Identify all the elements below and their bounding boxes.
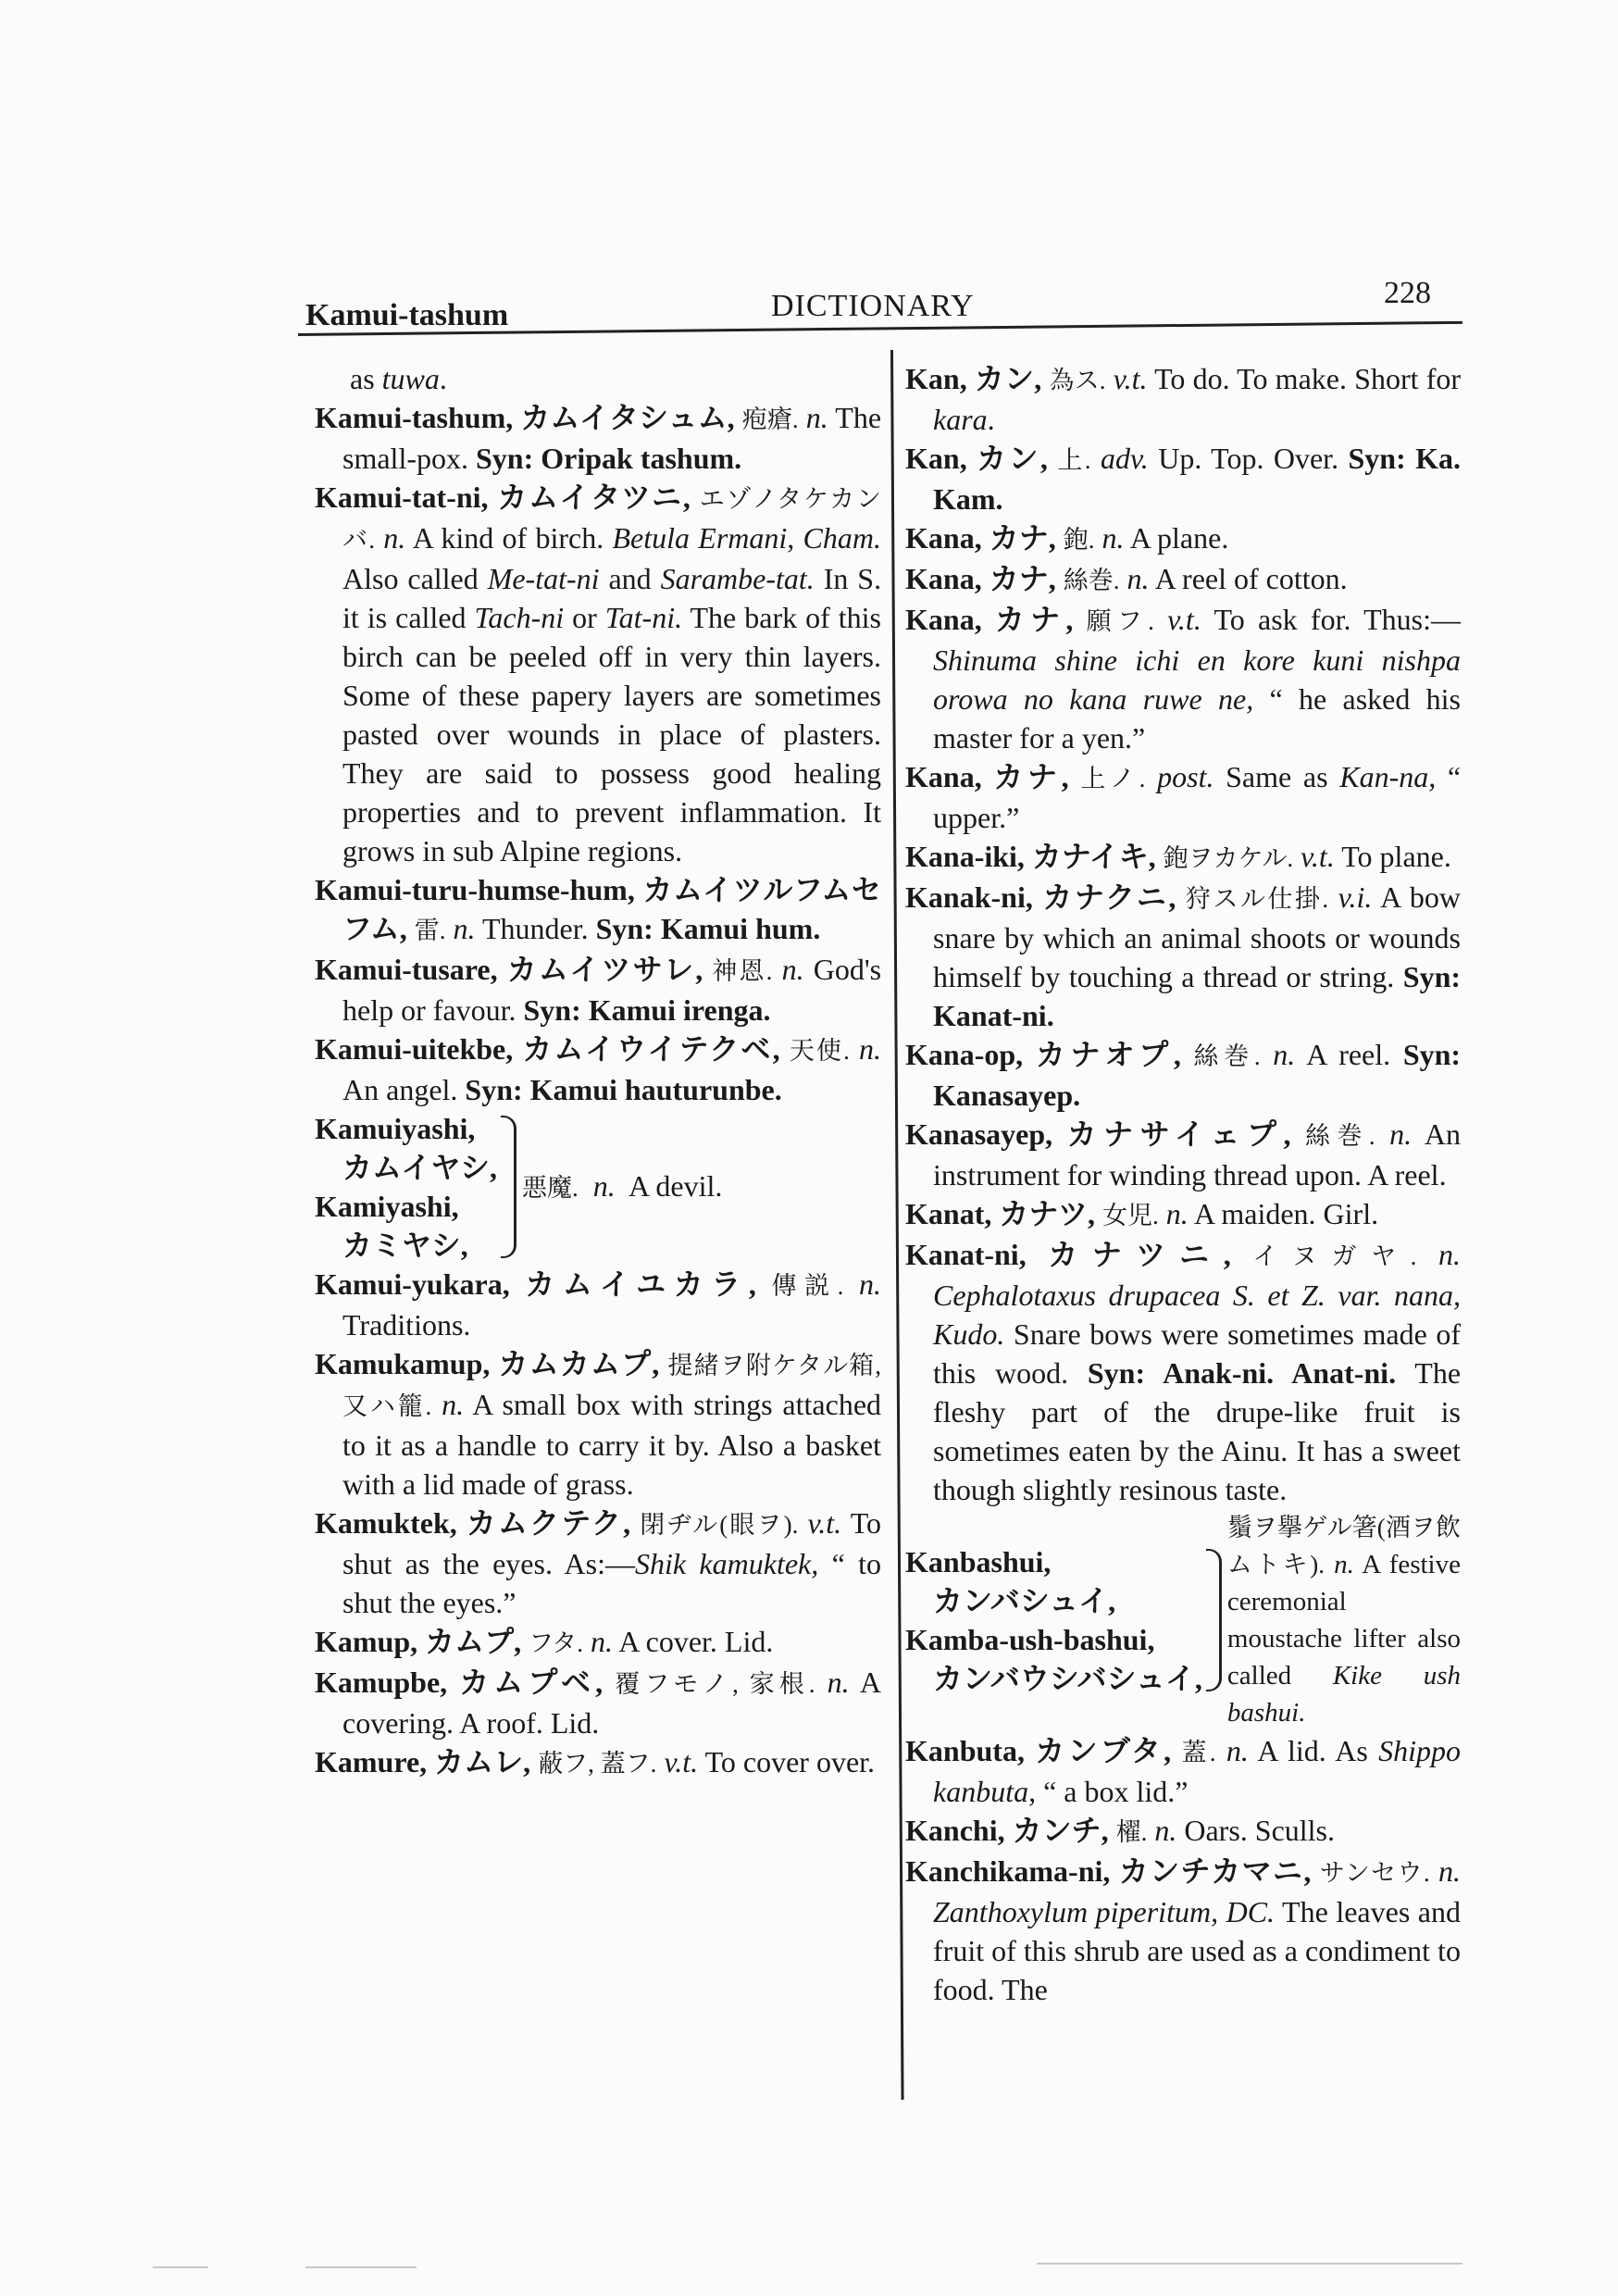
entry-kana-upper: Kana, カナ, 上ノ. post. Same as Kan-na, “ upper.” [905,760,1462,834]
example: Shinuma shine ichi en kore kuni nishpa orowa no kana ruwe ne, [933,643,1461,716]
katakana: カナ, [989,521,1056,555]
part-of-speech: n. [442,1388,465,1421]
entry-kamui-tusare [315,950,881,1029]
part-of-speech: n. [781,953,804,986]
japanese-gloss: 狩スル仕掛. [1185,885,1329,913]
katakana: カムイヤシ, [342,1151,498,1184]
katakana: カナクニ, [1042,880,1176,914]
headword: Kamba-ush-bashui, [905,1623,1155,1656]
katakana: カムイツルフムセフム, [342,873,882,945]
scan-mark [1037,2263,1462,2265]
definition: Traditions. [342,1308,471,1341]
headword: Kanchi, [905,1814,1005,1847]
entry-kanasayep [905,1115,1461,1194]
katakana: カムイタシュム, [520,401,735,434]
katakana: カンブタ, [1035,1734,1172,1767]
headword: Kana, [905,603,982,636]
part-of-speech: v.t. [1301,840,1335,873]
part-of-speech: n. [1126,562,1150,595]
headword: Kanbuta, [905,1734,1025,1767]
definition: To ask for. Thus:— [1214,603,1461,636]
japanese-gloss: 女児. [1102,1202,1159,1229]
katakana: カナツ, [999,1197,1096,1230]
entry-kana-reel [905,559,1461,600]
definition: A plane. [1129,521,1229,555]
japanese-gloss: 絲巻. [1304,1122,1375,1150]
right-column [905,359,1461,2009]
japanese-gloss: 閉ヂル(眼ヲ). [640,1511,799,1539]
definition: The leaves and fruit of this shrub are used as a condiment to food. The [933,1895,1462,2006]
japanese-gloss: 上ノ. [1080,765,1146,792]
group-definition: 悪魔. n. A devil. [522,1169,723,1203]
headword: Kana, [905,760,982,793]
japanese-gloss: 疱瘡. [741,406,799,433]
entry-kamure [315,1742,881,1783]
entry-kamui-uitekbe [315,1029,881,1109]
katakana: カンチカマニ, [1118,1854,1312,1888]
headword: Kamui-tashum, [315,401,514,434]
part-of-speech: n. [859,1032,882,1066]
headword: Kanchikama-ni, [905,1854,1111,1888]
example-gloss: “ a box lid.” [1043,1775,1189,1808]
japanese-gloss: 蔽フ, 蓋フ. [538,1750,657,1778]
japanese-gloss: 蓋. [1181,1739,1216,1766]
definition: God's help or favour. [342,953,882,1027]
japanese-gloss: 願フ. [1086,607,1154,635]
headword: Kana-op, [905,1038,1024,1071]
japanese-gloss: 櫂. [1115,1818,1148,1846]
headword: Kamuiyashi, [315,1112,476,1145]
entry-kan-do: Kan, カン, 為ス. v.t. To do. To make. Short for kara. [905,362,1462,436]
headword: Kanbashui, [905,1545,1052,1578]
grouped-headwords [905,1542,1202,1698]
headword: Kamup, [315,1625,418,1658]
synonym: Syn: Ka. Kam. [933,442,1462,516]
synonym: Syn: Kamui hauturunbe. [465,1073,782,1106]
japanese-gloss: 覆フモノ, 家根. [615,1670,815,1698]
entry-kanak-ni [905,878,1461,1035]
latin-name: Zanthoxylum piperitum, DC. [933,1895,1276,1928]
synonym: Syn: Kamui irenga. [523,993,771,1027]
entry-kamupbe [315,1663,881,1742]
katakana: カムプ, [425,1625,522,1658]
entry-kamui-tat-ni: Kamui-tat-ni, カムイタツニ, エゾノタケカンバ. n. A kind of birch. Betula Ermani, Cham. Also called Me-tat-ni and Sarambe-tat. In S. it is called Tach-ni or Tat-ni. The bark of this birch can be peeled off in very thin layers. Some of these papery layers are sometimes pasted over wounds in place of plasters. They are said to possess good healing properties and to prevent inflammation. It grows in sub Alpine regions. [315,480,882,867]
example-gloss: “ to shut the eyes.” [342,1547,882,1619]
part-of-speech: v.t. [664,1745,699,1778]
entry-group-kamuiyashi [315,1109,881,1265]
definition: An angel. [342,1073,458,1106]
definition: To do. To make. Short for [1154,362,1462,395]
grouped-headwords [315,1109,497,1265]
synonym: Syn: Kanat-ni. [933,960,1462,1032]
japanese-gloss: イヌガヤ. [1252,1242,1417,1270]
part-of-speech: n. [805,401,828,434]
headword: Kamiyashi, [315,1190,459,1223]
katakana: カムレ, [434,1745,531,1778]
headword: Kamui-yukara, [315,1267,510,1301]
definition: A cover. Lid. [618,1625,774,1658]
part-of-speech: v.t. [1113,362,1148,395]
column-divider [890,350,904,2100]
definition: The small-pox. [342,401,882,475]
headword: Kana, [905,562,982,595]
part-of-speech: n. [383,521,406,555]
group-definition: 鬚ヲ擧ゲル箸(酒ヲ飲ムトキ). n. A festive ceremonial moustache lifter also called Kike ush bashui. [1226,1514,1461,1728]
katakana: カンバシュイ, [933,1584,1116,1617]
headword: Kanak-ni, [905,880,1033,914]
headword: Kamui-tusare, [315,953,498,986]
katakana: カムイウイテクベ, [522,1032,780,1066]
part-of-speech: n. [1438,1238,1462,1271]
synonym: Syn: Kanasayep. [933,1038,1462,1112]
part-of-speech: v.t. [807,1506,842,1540]
katakana: カムイタツニ, [497,480,691,514]
katakana: カナオプ, [1035,1038,1181,1071]
katakana: カナ, [989,562,1056,595]
japanese-gloss: 絲巻. [1193,1042,1261,1070]
entry-kana-op [905,1035,1461,1115]
part-of-speech: n. [1101,521,1125,555]
definition: Up. Top. Over. [1158,442,1339,475]
japanese-gloss: 提緒ヲ附ケタル箱, 又ハ籠. [342,1352,882,1420]
definition: A bow snare by which an animal shoots or wounds himself by touching a thread or string. [933,880,1462,993]
running-head-left: Kamui-tashum [305,298,509,332]
part-of-speech: post. [1157,760,1214,793]
definition: A reel. [1306,1038,1391,1071]
katakana: カンバウシバシュイ, [933,1662,1202,1695]
entry-kamui-turu-humse-hum [315,870,881,950]
katakana: カナイキ, [1031,840,1156,873]
japanese-gloss: 鉋. [1063,526,1095,554]
katakana: カナ, [993,760,1069,793]
entry-kamui-tashum [315,398,881,478]
katakana: カムカムプ, [498,1347,660,1380]
latin-name: Cephalotaxus drupacea S. et Z. var. nana, Kudo. [933,1279,1461,1351]
japanese-gloss: 鉋ヲカケル. [1163,844,1294,872]
definition: A covering. A roof. Lid. [342,1666,882,1740]
headword: Kana, [905,521,982,555]
definition: Snare bows were sometimes made of this wood. [933,1317,1462,1390]
headword: Kanasayep, [905,1117,1053,1151]
definition: To shut as the eyes. As:— [342,1506,881,1580]
japanese-gloss: 為ス. [1049,367,1106,394]
scan-mark [153,2266,208,2268]
synonym: Syn: Kamui hum. [595,912,821,945]
japanese-gloss: 天使. [789,1037,850,1065]
entry-kamuktek [315,1504,881,1622]
synonym: Syn: Oripak tashum. [475,442,742,475]
entry-kana-iki [905,837,1461,878]
part-of-speech: n. [591,1625,614,1658]
entry-kan-up [905,439,1461,518]
definition: Oars. Sculls. [1184,1814,1335,1847]
entry-kamup [315,1622,881,1663]
katakana: カムイツサレ, [506,953,703,986]
definition: An instrument for winding thread upon. A reel. [933,1117,1461,1192]
definition: Thunder. [481,912,589,945]
headword: Kamuktek, [315,1506,457,1540]
part-of-speech: n. [1389,1117,1413,1151]
scan-mark [305,2266,417,2268]
definition: A kind of birch. [412,521,604,555]
katakana: カムクテク, [466,1506,631,1540]
definition: A reel of cotton. [1154,562,1348,595]
part-of-speech: n. [827,1666,850,1699]
part-of-speech: n. [1226,1734,1249,1767]
brace [501,1116,517,1258]
definition: A maiden. Girl. [1194,1197,1379,1230]
definition: Same as [1226,760,1328,793]
page-number: 228 [1384,276,1431,310]
entry-group-kanbashui [905,1509,1461,1731]
headword: Kanat-ni, [905,1238,1027,1271]
katakana: カナサイェプ, [1066,1117,1291,1151]
definition: To cover over. [704,1745,876,1778]
running-head-center: DICTIONARY [771,289,975,323]
part-of-speech: v.i. [1338,880,1373,914]
japanese-gloss: 上. [1057,446,1091,474]
brace [1206,1549,1222,1691]
headword: Kan, [905,362,967,395]
part-of-speech: n. [1165,1197,1189,1230]
katakana: カミヤシ, [342,1229,468,1262]
katakana: カン, [974,362,1042,395]
entry-kanchi [905,1811,1461,1852]
entry-kanat-ni: Kanat-ni, カナツニ, イヌガヤ. n. Cephalotaxus drupacea S. et Z. var. nana, Kudo. Snare bows were sometimes made of this wood. Syn: Anak-ni. Anat-ni. The fleshy part of the drupe-like fruit is sometimes eaten by the Ainu. It has a sweet though slightly resinous taste. [905,1238,1462,1506]
japanese-gloss: サンセウ. [1319,1859,1430,1887]
katakana: カンチ, [1012,1814,1109,1847]
example: Shippo kanbuta, [933,1734,1462,1808]
entry-kana-plane [905,518,1461,559]
katakana: カン, [977,442,1048,475]
entry-kanchikama-ni [905,1852,1461,2009]
part-of-speech: adv. [1100,442,1149,475]
headword: Kamukamup, [315,1347,491,1380]
headword: Kamui-turu-humse-hum, [315,873,635,906]
part-of-speech: n. [1438,1854,1461,1888]
example: Shik kamuktek, [635,1547,819,1580]
entry-kanat [905,1194,1461,1235]
part-of-speech: n. [859,1267,882,1301]
japanese-gloss: フタ. [529,1629,584,1657]
latin-name: Betula Ermani, Cham. [612,521,881,555]
entry-kana-ask [905,600,1461,757]
continuation-text: as tuwa. [350,362,447,395]
headword: Kan, [905,442,967,475]
definition: A small box with strings attached to it as a handle to carry it by. Also a basket with a lid made of grass. [342,1388,882,1501]
headword: Kamui-tat-ni, [315,480,489,514]
part-of-speech: n. [1273,1038,1296,1071]
headword: Kamure, [315,1745,428,1778]
headword: Kana-iki, [905,840,1025,873]
part-of-speech: n. [1154,1814,1177,1847]
entry-kamukamup [315,1344,881,1504]
headword: Kamupbe, [315,1666,448,1699]
katakana: カムイユカラ, [525,1267,756,1301]
entry-kamui-yukara [315,1265,881,1344]
katakana: カナツニ, [1048,1238,1231,1271]
japanese-gloss: エゾノタケカンバ. [342,485,882,554]
katakana: カムプベ, [459,1666,604,1699]
japanese-gloss: 絲巻. [1063,567,1120,594]
headword: Kanat, [905,1197,992,1230]
left-column [315,359,881,1783]
japanese-gloss: 傳説. [771,1272,844,1300]
example-gloss: “ he asked his master for a yen.” [933,682,1461,755]
japanese-gloss: 雷. [414,917,446,944]
headword: Kamui-uitekbe, [315,1032,514,1066]
japanese-gloss: 神恩. [712,957,773,985]
synonym: Syn: Anak-ni. Anat-ni. [1087,1356,1397,1390]
definition: A lid. As [1257,1734,1368,1767]
definition: To plane. [1341,840,1451,873]
part-of-speech: n. [453,912,476,945]
entry-kanbuta [905,1731,1461,1811]
katakana: カナ, [994,603,1074,636]
part-of-speech: v.t. [1167,603,1201,636]
